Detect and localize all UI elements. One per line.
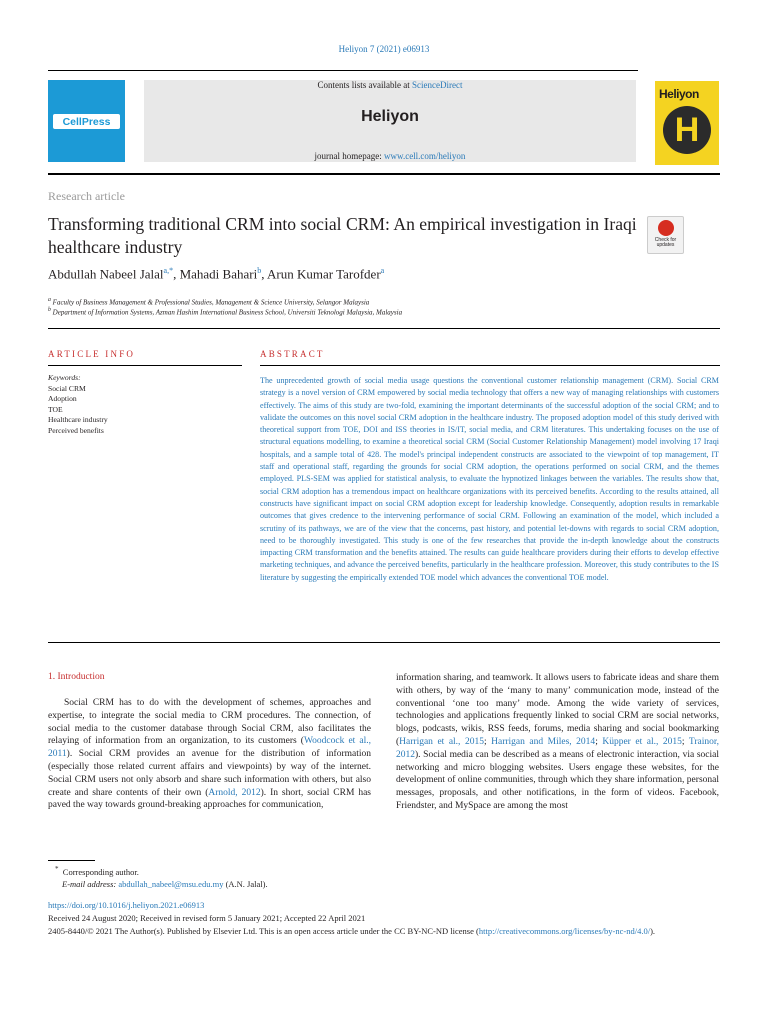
cover-title: Heliyon [659,87,699,101]
corresponding-text: Corresponding author. [62,866,139,877]
homepage-prefix: journal homepage: [314,151,385,161]
affiliation-b [48,307,402,316]
email-footnote [62,879,268,889]
body-text: ). In short, social CRM has paved the way towards ground-breaking approaches for communication, [48,787,371,811]
check-updates-icon [658,220,674,236]
citation-link[interactable]: Trainor, 2012 [396,736,720,760]
corresponding-mark: * [55,865,59,873]
header-rule [48,70,638,71]
citation-link[interactable]: Woodcock et al., 2011 [48,736,372,760]
affiliation-text: Department of Information Systems, Azman Hashim International Business School, Universiti Teknologi Malaysia, Malaysia [52,308,403,317]
keywords-block [48,373,238,437]
author-name: Arun Kumar Tarofder [267,266,381,282]
body-text: ). Social media can be described as a means of electronic interaction, via social networking and micro blogging websites. Users engage these websites, for the development of online communities, through which they share information, personal messages, proposals, and other notifications, in the form of videos. Facebook, Friendster, and MySpace are among the most [396,749,719,811]
email-suffix: (A.N. Jalal). [223,879,268,889]
article-info-heading: ARTICLE INFO [48,349,136,359]
cover-h-logo: H [663,106,711,154]
citation-link[interactable]: Harrigan and Miles, 2014 [491,736,596,747]
license-suffix: ). [650,926,656,936]
cellpress-logo-panel [48,80,125,162]
citation-link[interactable]: Küpper et al., 2015 [602,736,682,747]
body-text: ; [483,736,492,747]
email-label: E-mail address: [62,879,117,889]
body-rule [48,642,720,643]
license-statement [48,925,720,937]
journal-cover[interactable] [655,81,719,165]
author-separator: , [261,266,267,282]
homepage-line [144,151,636,161]
contents-line [144,80,636,90]
affiliation-text: Faculty of Business Management & Professional Studies, Management & Science University, Selangor Malaysia [52,298,370,307]
affiliation-mark: a [48,297,51,303]
keywords-label: Keywords: [48,373,81,382]
author-affiliation-mark[interactable]: a,* [163,266,174,275]
article-info-rule [48,365,242,366]
journal-name: Heliyon [361,108,419,125]
abstract-text: The unprecedented growth of social media usage questions the conventional customer relationship management (CRM). Social CRM strategy is a novel version of CRM empowered by social media technology that offers a new way of managing relationships with customers effectively. The aims of this study are two-fold, examining the important determinants of the successful adoption of the social CRM; and to validate the outcomes on this novel social CRM adoption in the healthcare industry. The proposed adoption model of this study derived with theoretical support from TOE, DOI and ISS theories in IS/IT, social media, and CRM literatures. This undertaking focuses on the use of structural equations modelling, to examine a theoretical social CRM (Social Customer Relationship Management) model involving 17 Iraqi hospitals, and a sample total of 428. The model's principal independent constructs are associated to the viewpoint of top management, IT staff and operational staff, regarding the grounds for social CRM adoption, the operations performed on social CRM, and the themes employed. PLS-SEM was applied for statistical analysis, to evaluate the hypnotized linkages between the variables. The results show that, social CRM adoption has a tremendous impact on healthcare organizations with its perceived benefits. According to the results attained, all constructs have significant impact on social CRM adoption except for leadership knowledge. Consequently, adoption results in remarkable outcomes that gives credence to the intervening performance of social CRM. Following an examination of the model, which included a scrutiny of its pathways, we are of the view that the concerns, past history, and potential let-downs with regards to social CRM adoption, need to be thoroughly investigated. This study is one of the few researches that provide the in-depth knowledge about the constructs impacting CRM transformation and the benefits attained. The results can guide healthcare providers during their efforts to develop effective marketing techniques, and advance the perceived benefits, particularly in the healthcare profession. Moreover, this study contributes to the IS literature by suggesting the empirically extended TOE model which advances the conventional TOE model. [260,376,719,582]
author-name: Abdullah Nabeel Jalal [48,266,164,282]
keyword: Healthcare industry [48,415,108,425]
body-text: ; [681,736,689,747]
section-rule [48,328,720,329]
author-separator: , [173,266,180,282]
author-affiliation-mark[interactable]: b [257,266,262,275]
body-text: information sharing, and teamwork. It allows users to fabricate ideas and share them with others, by way of the ‘many to many’ communication mode, instead of the conventional ‘one too many’ mode. Among the wide variety of services, technologies and applications frequently linked to social CRM are social networks, blogs, podcasts, wikis, RSS feeds, forums, media sharing and social bookmarking ( [396,673,719,747]
check-updates-label: Check for updates [654,237,677,248]
affiliation-mark: b [48,307,51,313]
keyword: Perceived benefits [48,425,104,435]
sciencedirect-link[interactable]: ScienceDirect [412,80,463,90]
footnote-rule [48,860,95,861]
license-link[interactable]: http://creativecommons.org/licenses/by-nc-nd/4.0/ [478,926,651,936]
corresponding-footnote [55,865,139,877]
body-text: ). Social CRM provides an avenue for the distribution of information (especially those related current affairs and viewpoints) by way of the internet. Social CRM users not only absorb and share such information with others, but also create and share contents of their own ( [48,749,371,798]
keyword: Adoption [48,394,77,404]
keyword: TOE [48,404,63,414]
email-link[interactable]: abdullah_nabeel@msu.edu.my [118,879,224,889]
abstract-rule [260,365,720,366]
affiliation-a [48,297,369,306]
introduction-heading: 1. Introduction [48,672,105,682]
journal-banner [144,80,636,162]
license-prefix: 2405-8440/© 2021 The Author(s). Published by Elsevier Ltd. This is an open access article under the CC BY-NC-ND license ( [48,926,479,936]
contents-prefix: Contents lists available at [317,80,412,90]
journal-reference[interactable]: Heliyon 7 (2021) e06913 [338,44,430,54]
author-name: Mahadi Bahari [179,266,258,282]
article-type: Research article [48,189,125,203]
body-column-right [396,672,719,813]
body-text: Social CRM has to do with the development of schemes, approaches and expertise, to integrate the social media to CRM procedures. The connection, of social media to the customer database through Social CRM, also facilitates the relaying of information from an organization, to its customers ( [48,698,371,747]
received-dates: Received 24 August 2020; Received in revised form 5 January 2021; Accepted 22 April 2021 [48,913,366,923]
body-text: ; [595,736,603,747]
body-column-left [48,697,371,812]
cellpress-logo[interactable]: CellPress [53,114,120,129]
citation-link[interactable]: Harrigan et al., 2015 [399,736,484,747]
author-list [48,266,384,282]
abstract-heading: ABSTRACT [260,349,325,359]
author-affiliation-mark[interactable]: a [380,266,385,275]
doi-link[interactable]: https://doi.org/10.1016/j.heliyon.2021.e06913 [48,900,205,910]
homepage-link[interactable]: www.cell.com/heliyon [384,151,466,161]
check-for-updates-button[interactable] [647,216,684,254]
article-title: Transforming traditional CRM into social CRM: An empirical investigation in Iraqi healthcare industry [48,214,637,257]
keyword: Social CRM [48,383,86,393]
header-thick-rule [48,173,720,175]
citation-link[interactable]: Arnold, 2012 [208,787,261,798]
